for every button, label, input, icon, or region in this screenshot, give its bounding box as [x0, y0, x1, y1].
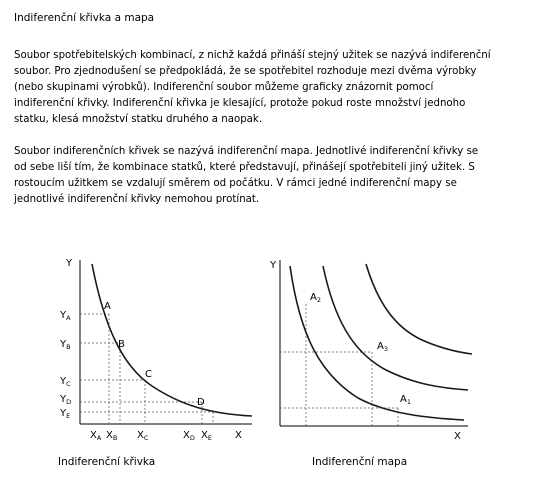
indifference-map-figure — [268, 256, 478, 446]
text-line: soubor. Pro zjednodušení se předpokládá, že se spotřebitel rozhoduje mezi dvěma výrobky — [14, 66, 477, 77]
point-a3-label: $A_3$ — [377, 341, 388, 353]
y-tick-c: $Y_C$ — [60, 376, 71, 388]
paragraph-indifference-map — [14, 144, 554, 208]
point-a1-label: $A_1$ — [400, 394, 411, 406]
text-line: statku, klesá množství statku druhého a naopak. — [14, 114, 263, 125]
point-b-label: B — [118, 339, 125, 350]
point-c-label: C — [145, 369, 152, 380]
text-line: jednotlivé indiferenční křivky nemohou protínat. — [14, 194, 260, 205]
x-tick-c: $X_C$ — [137, 430, 149, 442]
y-tick-e: $Y_E$ — [60, 408, 71, 420]
x-tick-a: $X_A$ — [90, 430, 102, 442]
text-line: indiferenční křivky. Indiferenční křivka je klesající, protože pokud roste množství jednoho — [14, 98, 466, 109]
text-line: rostoucím užitkem se vzdalují směrem od počátku. V rámci jedné indiferenční mapy se — [14, 178, 457, 189]
indifference-curve — [92, 264, 252, 416]
indifference-curve-figure — [52, 256, 262, 446]
point-a-label: A — [104, 301, 111, 312]
x-tick-e: $X_E$ — [201, 430, 212, 442]
indifference-curve-2 — [323, 266, 468, 390]
text-line: od sebe liší tím, že kombinace statků, které představují, přinášejí spotřebiteli jiný užitek. S — [14, 162, 475, 173]
y-axis-label: Y — [66, 258, 73, 269]
y-tick-d: $Y_D$ — [60, 394, 72, 406]
figure-caption-curve: Indiferenční křivka — [58, 456, 156, 468]
y-axis-label: Y — [270, 260, 277, 271]
x-axis-label: X — [235, 430, 242, 441]
page-title: Indiferenční křivka a mapa — [14, 12, 155, 24]
text-line: (nebo skupinami výrobků). Indiferenční soubor můžeme graficky znázornit pomocí — [14, 82, 434, 93]
point-a2-label: $A_2$ — [310, 292, 321, 304]
x-tick-d: $X_D$ — [183, 430, 195, 442]
x-tick-b: $X_B$ — [106, 430, 118, 442]
point-d-label: D — [197, 397, 205, 408]
text-line: Soubor spotřebitelských kombinací, z nichž každá přináší stejný užitek se nazývá indiferenční — [14, 50, 491, 61]
figure-caption-map: Indiferenční mapa — [312, 456, 408, 468]
x-axis-label: X — [454, 431, 461, 442]
y-tick-b: $Y_B$ — [60, 339, 71, 351]
paragraph-indifference-set — [14, 48, 554, 128]
y-tick-a: $Y_A$ — [60, 310, 71, 322]
text-line: Soubor indiferenčních křivek se nazývá indiferenční mapa. Jednotlivé indiferenční křivky se — [14, 146, 479, 157]
